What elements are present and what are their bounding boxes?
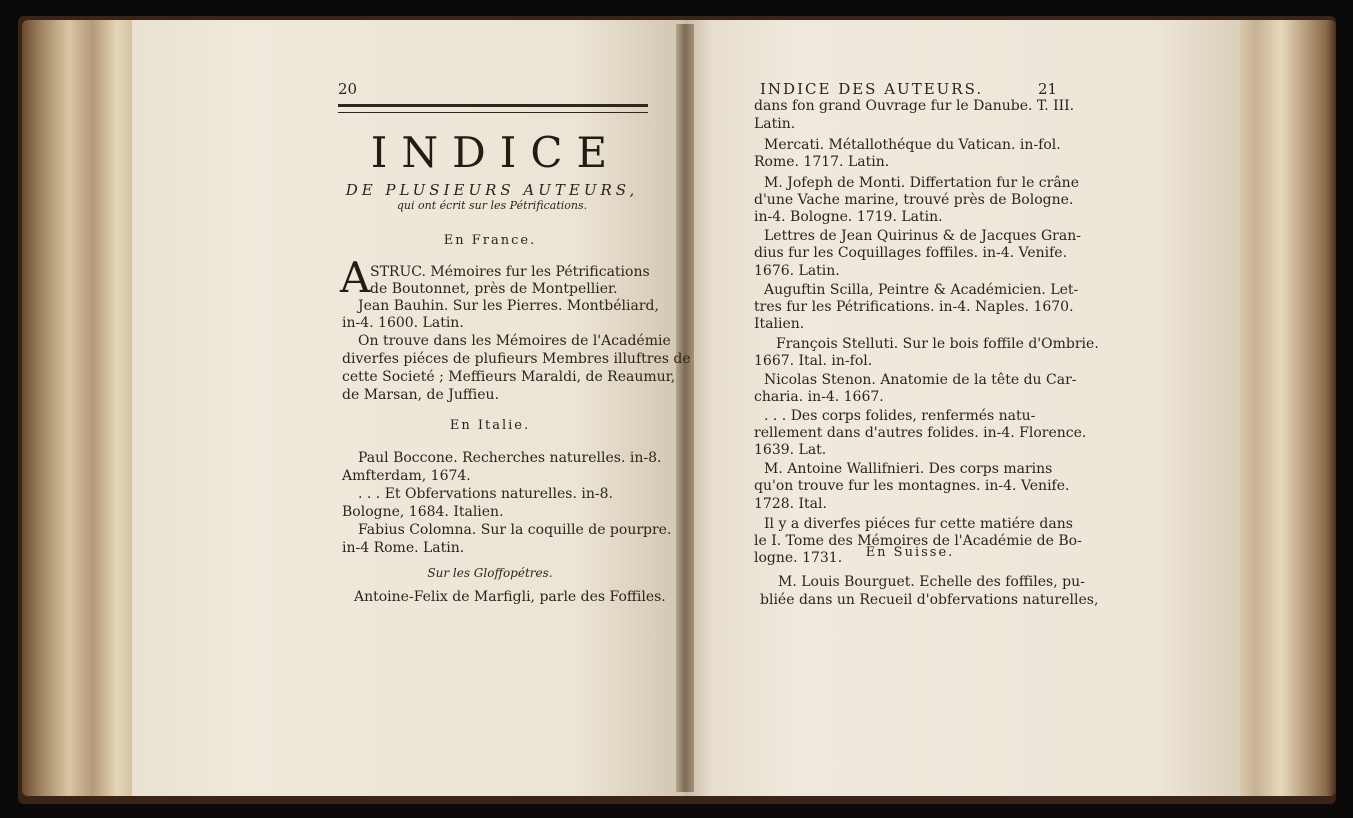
header-rule-thin: [338, 112, 648, 113]
section-heading-glossopetres: Sur les Gloffopétres.: [427, 566, 553, 580]
text-line: . . . Et Obfervations naturelles. in-8.: [358, 486, 613, 502]
text-line: diverfes piéces de plufieurs Membres illuftres de: [342, 351, 691, 367]
page-subtitle: DE PLUSIEURS AUTEURS,: [345, 181, 639, 199]
text-line: 1639. Lat.: [754, 442, 827, 458]
right-page-number: 21: [1038, 80, 1058, 98]
text-line: Fabius Colomna. Sur la coquille de pourpre.: [358, 522, 672, 538]
page-edges-right: [1236, 20, 1336, 796]
text-line: logne. 1731.: [754, 550, 843, 566]
text-line: qu'on trouve fur les montagnes. in-4. Venife.: [754, 478, 1070, 494]
text-line: de Marsan, de Juffieu.: [342, 387, 500, 403]
text-line: M. Jofeph de Monti. Differtation fur le crâne: [764, 175, 1079, 191]
text-line: Mercati. Métallothéque du Vatican. in-fol.: [764, 137, 1061, 153]
text-line: STRUC. Mémoires fur les Pétrifications: [370, 264, 650, 280]
text-line: 1667. Ital. in-fol.: [754, 353, 873, 369]
text-line: Antoine-Felix de Marfigli, parle des Foffiles.: [354, 589, 666, 605]
section-heading-suisse: En Suisse.: [865, 545, 955, 560]
text-line: Bologne, 1684. Italien.: [342, 504, 504, 520]
text-line: in-4. 1600. Latin.: [342, 315, 464, 331]
text-line: dius fur les Coquillages foffiles. in-4. Venife.: [754, 245, 1068, 261]
section-heading-france: En France.: [443, 233, 537, 248]
page-subtitle-note: qui ont écrit sur les Pétrifications.: [396, 199, 588, 212]
text-line: Jean Bauhin. Sur les Pierres. Montbéliard,: [358, 298, 659, 314]
text-line: Rome. 1717. Latin.: [754, 154, 890, 170]
running-head: INDICE DES AUTEURS.: [760, 80, 984, 98]
text-line: charia. in-4. 1667.: [754, 389, 884, 405]
text-line: . . . Des corps folides, renfermés natu-: [764, 408, 1036, 424]
text-line: François Stelluti. Sur le bois foffile d'Ombrie.: [776, 336, 1099, 352]
text-line: Nicolas Stenon. Anatomie de la tête du Car-: [764, 372, 1077, 388]
text-line: in-4 Rome. Latin.: [342, 540, 465, 556]
text-line: dans fon grand Ouvrage fur le Danube. T. III.: [754, 98, 1075, 114]
text-line: Il y a diverfes piéces fur cette matiére dans: [764, 516, 1073, 532]
text-line: de Boutonnet, près de Montpellier.: [370, 281, 618, 297]
text-line: in-4. Bologne. 1719. Latin.: [754, 209, 943, 225]
text-line: cette Societé ; Meffieurs Maraldi, de Reaumur,: [342, 369, 676, 385]
text-line: d'une Vache marine, trouvé près de Bologne.: [754, 192, 1074, 208]
text-line: Amfterdam, 1674.: [342, 468, 471, 484]
text-line: On trouve dans les Mémoires de l'Académie: [358, 333, 671, 349]
text-line: Lettres de Jean Quirinus & de Jacques Gran-: [764, 228, 1081, 244]
text-line: Paul Boccone. Recherches naturelles. in-8.: [358, 450, 662, 466]
text-line: Auguftin Scilla, Peintre & Académicien. Let-: [764, 282, 1079, 298]
page-title: INDICE: [370, 128, 622, 177]
text-line: Italien.: [754, 316, 805, 332]
book-gutter: [676, 24, 694, 792]
text-line: tres fur les Pétrifications. in-4. Naples. 1670.: [754, 299, 1074, 315]
text-line: le I. Tome des Mémoires de l'Académie de Bo-: [754, 533, 1082, 549]
text-line: Latin.: [754, 116, 796, 132]
section-heading-italie: En Italie.: [449, 418, 531, 433]
text-line: M. Louis Bourguet. Echelle des foffiles, pu-: [778, 574, 1085, 590]
text-line: rellement dans d'autres folides. in-4. Florence.: [754, 425, 1087, 441]
drop-cap: A: [340, 253, 371, 302]
text-line: M. Antoine Wallifnieri. Des corps marins: [764, 461, 1053, 477]
page-edges-left: [22, 20, 140, 796]
text-line: bliée dans un Recueil d'obfervations naturelles,: [760, 592, 1099, 608]
text-line: 1728. Ital.: [754, 496, 827, 512]
header-rule-thick: [338, 104, 648, 107]
text-line: 1676. Latin.: [754, 263, 840, 279]
left-page-number: 20: [338, 80, 358, 98]
